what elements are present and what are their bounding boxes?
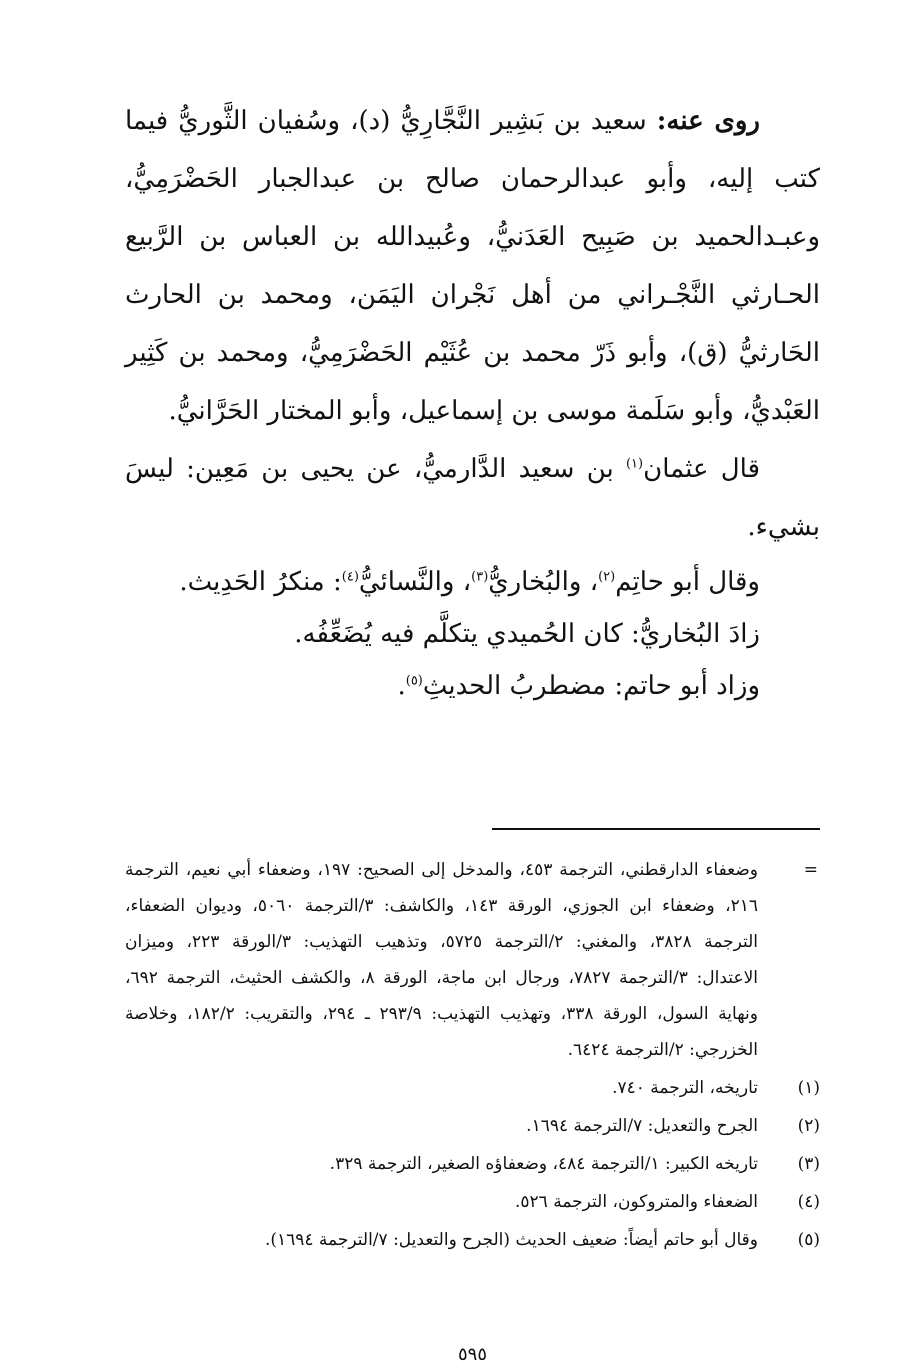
footnote-2 (125, 1108, 820, 1144)
nasai-text: ، والنَّسائيُّ (358, 567, 472, 597)
verdict-text: : منكرُ الحَدِيث. (179, 567, 342, 597)
footnote-ref-1: (١) (625, 456, 644, 472)
continuation-text: وضعفاء الدارقطني، الترجمة ٤٥٣، والمدخل إلى الصحيح: ١٩٧، وضعفاء أبي نعيم، الترجمة ٢١٦، وضعفاء ابن الجوزي، الورقة ١٤٣، والكاشف: ٣/الترجمة ٥٠٦٠، وديوان الضعفاء، الترجمة ٣٨٢٨، والمغني: ٢/الترجمة ٥٧٢٥، وتذهيب التهذيب: ٣/الورقة ٢٢٣، وميزان الاعتدال: ٣/الترجمة ٧٨٢٧، ورجال ابن ماجة، الورقة ٨، والكشف الحثيث، الترجمة ٦٩٢، ونهاية السول، الورقة ٣٣٨، وتهذيب التهذيب: ٢٩٣/٩ ـ ٢٩٤، والتقريب: ١٨٢/٢، وخلاصة الخزرجي: ٢/الترجمة ٦٤٢٤. (125, 860, 759, 1060)
footnote-1 (125, 1070, 820, 1106)
uthman-paragraph (125, 440, 820, 556)
footnote-number: (٥) (797, 1230, 820, 1250)
footnote-4 (125, 1184, 820, 1220)
lead-label: روى عنه: (656, 106, 760, 136)
page-number: ٥٩٥ (457, 1344, 487, 1365)
footnote-ref-5: (٥) (405, 673, 423, 689)
abu-hatim-add-text: وزاد أبو حاتم: مضطربُ الحديثِ (422, 671, 760, 701)
footnote-ref-3: (٣) (471, 569, 489, 585)
uthman-text: قال عثمان (643, 454, 760, 484)
footnote-number: (٤) (797, 1192, 820, 1212)
footnote-5 (125, 1222, 820, 1258)
continuation-marker: = (803, 860, 818, 880)
footnote-continuation (125, 852, 820, 1068)
uthman-text-rest: بن سعيد الدَّارميُّ، عن يحيى بن مَعِين: ليسَ بشيء. (125, 454, 820, 542)
narrators-paragraph (125, 92, 820, 440)
footnote-number: (٢) (797, 1116, 820, 1136)
abu-hatim-add-end: . (397, 671, 406, 701)
abu-hatim-add-line (125, 660, 820, 712)
bukhari-text: ، والبُخاريُّ (488, 567, 599, 597)
footnote-ref-2: (٢) (598, 569, 616, 585)
footnote-ref-4: (٤) (341, 569, 359, 585)
page (125, 92, 820, 1365)
narrators-text: سعيد بن بَشِير النَّجَّارِيُّ (د)، وسُفيان الثَّوريُّ فيما كتب إليه، وأبو عبدالرحمان صالح بن عبدالجبار الحَضْرَمِيُّ، وعبـدالحميد بن صَبِيح العَدَنيُّ، وعُبيدالله بن العباس بن الرَّبيع الحـارثي النَّجْـراني من أهل نَجْران اليَمَن، ومحمد بن الحارث الحَارثيُّ (ق)، وأبو ذَرّ محمد بن عُثَيْم الحَضْرَمِيُّ، ومحمد بن كَثِير العَبْديُّ، وأبو سَلَمة موسى بن إسماعيل، وأبو المختار الحَرَّانيُّ. (125, 106, 820, 426)
footnote-text: وقال أبو حاتم أيضاً: ضعيف الحديث (الجرح والتعديل: ٧/الترجمة ١٦٩٤). (264, 1230, 758, 1250)
footnote-number: (٣) (797, 1154, 820, 1174)
abu-hatim-text: وقال أبو حاتِم (615, 567, 760, 597)
footnote-text: الجرح والتعديل: ٧/الترجمة ١٦٩٤. (526, 1116, 758, 1136)
footnote-3 (125, 1146, 820, 1182)
bukhari-line: زادَ البُخاريُّ: كان الحُميدي يتكلَّم فيه يُضَعِّفُه. (294, 619, 760, 649)
abu-hatim-line (125, 556, 820, 608)
footnote-text: تاريخه، الترجمة ٧٤٠. (612, 1078, 758, 1098)
footnote-text: الضعفاء والمتروكون، الترجمة ٥٢٦. (514, 1192, 758, 1212)
footnote-text: تاريخه الكبير: ١/الترجمة ٤٨٤، وضعفاؤه الصغير، الترجمة ٣٢٩. (329, 1154, 758, 1174)
footnotes (125, 852, 820, 1258)
main-text (125, 92, 820, 712)
footnote-divider (492, 828, 820, 830)
footnote-number: (١) (797, 1078, 820, 1098)
